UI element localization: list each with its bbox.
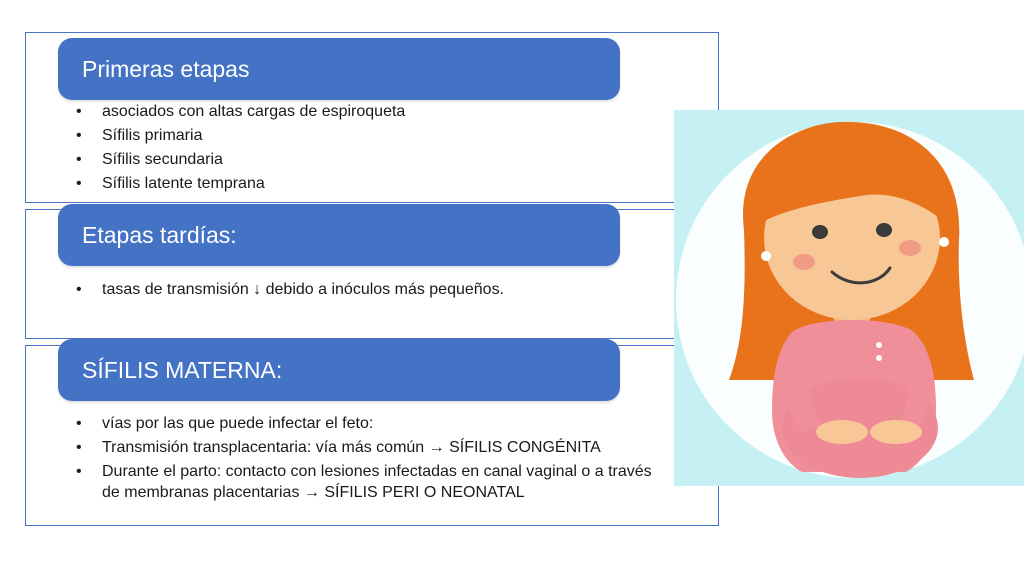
list-item: • Sífilis latente temprana <box>76 172 666 196</box>
list-item: • Transmisión transplacentaria: vía más común → SÍFILIS CONGÉNITA <box>76 437 666 458</box>
section-header-sifilis-materna <box>58 339 620 401</box>
section-title: SÍFILIS MATERNA: <box>82 356 283 383</box>
section-header-primeras-etapas <box>58 38 620 100</box>
pregnant-woman-icon <box>674 110 1024 486</box>
section-list-etapas-tardias <box>76 278 666 302</box>
section-title: Primeras etapas <box>82 55 250 82</box>
section-header-etapas-tardias <box>58 204 620 266</box>
section-list-sifilis-materna <box>76 413 666 506</box>
section-list-primeras-etapas <box>76 100 666 196</box>
list-item: • Sífilis secundaria <box>76 148 666 172</box>
pregnant-woman-illustration <box>674 110 1024 486</box>
section-title: Etapas tardías: <box>82 221 237 248</box>
list-item: • asociados con altas cargas de espiroqueta <box>76 100 666 124</box>
list-item: • tasas de transmisión ↓ debido a inóculos más pequeños. <box>76 278 666 302</box>
list-item: • vías por las que puede infectar el feto: <box>76 413 666 434</box>
list-item: • Sífilis primaria <box>76 124 666 148</box>
list-item: • Durante el parto: contacto con lesiones infectadas en canal vaginal o a través de membranas placentarias → SÍFILIS PERI O NEONATAL <box>76 461 666 503</box>
